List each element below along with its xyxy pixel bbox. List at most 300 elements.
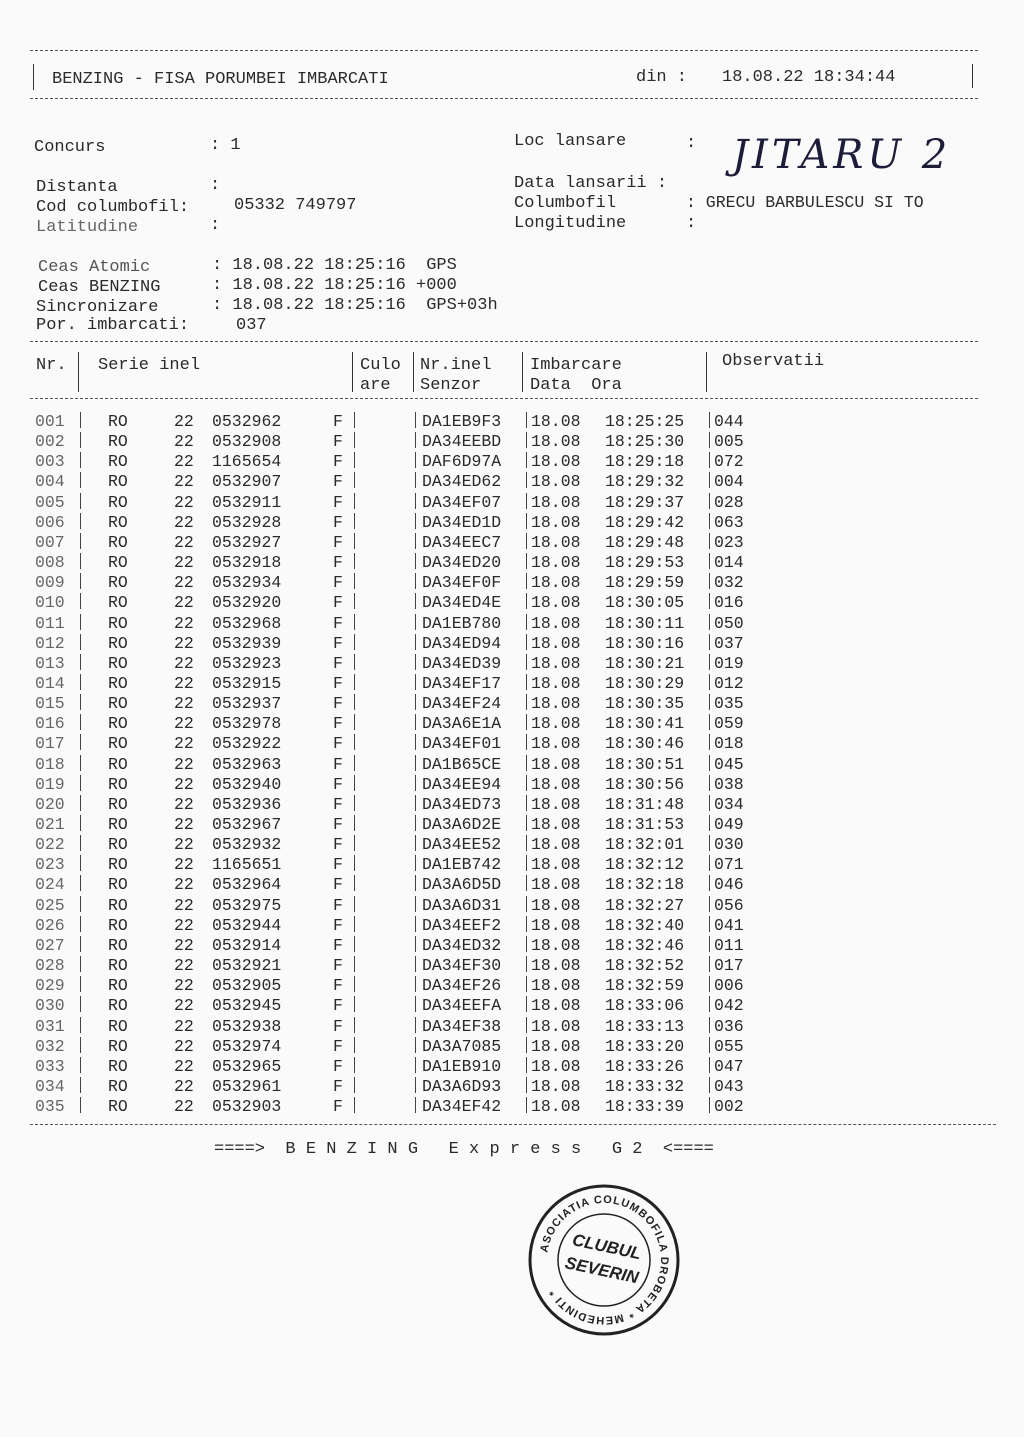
table-header-bottom-rule bbox=[30, 398, 978, 399]
cell-ring: 0532932 bbox=[212, 835, 282, 855]
cell-cc: RO bbox=[108, 633, 128, 653]
row-divider bbox=[526, 1097, 527, 1113]
cell-ring: 1165651 bbox=[212, 855, 282, 875]
cell-nr: 029 bbox=[35, 976, 65, 996]
cell-dt: 18.08 bbox=[531, 633, 581, 653]
cell-sen: DA34EF38 bbox=[422, 1016, 502, 1036]
row-divider bbox=[354, 1077, 355, 1093]
row-divider bbox=[709, 573, 710, 589]
row-divider bbox=[709, 614, 710, 630]
cell-yr: 22 bbox=[174, 956, 194, 976]
cell-dt: 18.08 bbox=[531, 1056, 581, 1076]
col-header-senzor: Senzor bbox=[420, 376, 482, 395]
cell-tm: 18:32:27 bbox=[605, 895, 685, 915]
cell-ob: 036 bbox=[714, 1016, 744, 1036]
row-divider bbox=[80, 553, 81, 569]
cell-nr: 031 bbox=[35, 1016, 65, 1036]
row-divider bbox=[709, 432, 710, 448]
cell-ob: 028 bbox=[714, 492, 744, 512]
col-header-culo: Culo bbox=[360, 356, 401, 375]
cell-dt: 18.08 bbox=[531, 895, 581, 915]
cell-yr: 22 bbox=[174, 875, 194, 895]
cell-dt: 18.08 bbox=[531, 532, 581, 552]
row-divider bbox=[526, 875, 527, 891]
cell-sx: F bbox=[333, 613, 343, 633]
print-datetime: 18.08.22 18:34:44 bbox=[722, 68, 896, 87]
cell-ob: 016 bbox=[714, 593, 744, 613]
footer-benzing-express: ====> B E N Z I N G E x p r e s s G 2 <==== bbox=[214, 1140, 714, 1159]
table-row bbox=[0, 513, 1024, 533]
row-divider bbox=[709, 976, 710, 992]
cell-nr: 014 bbox=[35, 673, 65, 693]
cell-nr: 035 bbox=[35, 1097, 65, 1117]
col-header-nr: Nr. bbox=[36, 356, 67, 375]
cell-ob: 045 bbox=[714, 754, 744, 774]
cell-dt: 18.08 bbox=[531, 512, 581, 532]
cell-dt: 18.08 bbox=[531, 875, 581, 895]
row-divider bbox=[709, 472, 710, 488]
cell-sen: DA34EF26 bbox=[422, 976, 502, 996]
cell-tm: 18:30:16 bbox=[605, 633, 685, 653]
cell-sen: DA34EF01 bbox=[422, 734, 502, 754]
row-divider bbox=[80, 452, 81, 468]
cell-ring: 0532940 bbox=[212, 774, 282, 794]
row-divider bbox=[80, 1077, 81, 1093]
cell-ring: 0532911 bbox=[212, 492, 282, 512]
row-divider bbox=[80, 896, 81, 912]
cell-sen: DA34EF0F bbox=[422, 573, 502, 593]
cell-sen: DA34EF42 bbox=[422, 1097, 502, 1117]
row-divider bbox=[354, 936, 355, 952]
ceas-atomic-label: Ceas Atomic bbox=[38, 258, 151, 277]
table-row bbox=[0, 996, 1024, 1016]
cell-sen: DA1EB742 bbox=[422, 855, 502, 875]
cell-yr: 22 bbox=[174, 774, 194, 794]
row-divider bbox=[354, 714, 355, 730]
cell-dt: 18.08 bbox=[531, 935, 581, 955]
cell-cc: RO bbox=[108, 573, 128, 593]
row-divider bbox=[80, 674, 81, 690]
cell-ring: 1165654 bbox=[212, 452, 282, 472]
cell-sx: F bbox=[333, 915, 343, 935]
cell-nr: 030 bbox=[35, 996, 65, 1016]
cell-sx: F bbox=[333, 855, 343, 875]
cell-dt: 18.08 bbox=[531, 1097, 581, 1117]
cell-sx: F bbox=[333, 1056, 343, 1076]
table-row bbox=[0, 916, 1024, 936]
cell-yr: 22 bbox=[174, 754, 194, 774]
row-divider bbox=[415, 1057, 416, 1073]
table-row bbox=[0, 875, 1024, 895]
cell-tm: 18:30:41 bbox=[605, 714, 685, 734]
cell-dt: 18.08 bbox=[531, 734, 581, 754]
row-divider bbox=[354, 795, 355, 811]
row-divider bbox=[415, 835, 416, 851]
row-divider bbox=[354, 1057, 355, 1073]
row-divider bbox=[415, 1077, 416, 1093]
cell-tm: 18:25:30 bbox=[605, 432, 685, 452]
row-divider bbox=[80, 916, 81, 932]
cell-ob: 030 bbox=[714, 835, 744, 855]
cell-dt: 18.08 bbox=[531, 714, 581, 734]
cell-dt: 18.08 bbox=[531, 996, 581, 1016]
row-divider bbox=[709, 815, 710, 831]
row-divider bbox=[709, 956, 710, 972]
row-divider bbox=[526, 1017, 527, 1033]
columbofil-value: : GRECU BARBULESCU SI TO bbox=[686, 193, 924, 212]
cell-ob: 049 bbox=[714, 815, 744, 834]
row-divider bbox=[526, 1077, 527, 1093]
row-divider bbox=[415, 896, 416, 912]
table-row bbox=[0, 452, 1024, 472]
row-divider bbox=[526, 533, 527, 549]
cell-cc: RO bbox=[108, 512, 128, 532]
header-right-bar bbox=[972, 64, 973, 88]
row-divider bbox=[709, 855, 710, 871]
row-divider bbox=[709, 795, 710, 811]
cell-cc: RO bbox=[108, 1056, 128, 1076]
cell-tm: 18:32:12 bbox=[605, 855, 685, 875]
latitudine-value: : bbox=[210, 216, 221, 235]
row-divider bbox=[80, 614, 81, 630]
row-divider bbox=[80, 1017, 81, 1033]
col-divider-1 bbox=[78, 352, 79, 392]
row-divider bbox=[526, 654, 527, 670]
cell-nr: 027 bbox=[35, 935, 65, 955]
row-divider bbox=[415, 1097, 416, 1113]
row-divider bbox=[526, 593, 527, 609]
cell-cc: RO bbox=[108, 774, 128, 794]
cell-cc: RO bbox=[108, 1076, 128, 1096]
cell-yr: 22 bbox=[174, 734, 194, 754]
cell-ring: 0532961 bbox=[212, 1076, 282, 1096]
cell-nr: 033 bbox=[35, 1056, 65, 1076]
row-divider bbox=[354, 1037, 355, 1053]
cell-sen: DA34EEC7 bbox=[422, 532, 502, 552]
cell-sen: DA34EF30 bbox=[422, 956, 502, 976]
row-divider bbox=[354, 593, 355, 609]
row-divider bbox=[415, 755, 416, 771]
cell-cc: RO bbox=[108, 412, 128, 431]
cell-ob: 041 bbox=[714, 915, 744, 935]
col-divider-2 bbox=[352, 352, 353, 392]
row-divider bbox=[354, 573, 355, 589]
row-divider bbox=[415, 593, 416, 609]
row-divider bbox=[80, 976, 81, 992]
cell-ring: 0532928 bbox=[212, 512, 282, 532]
row-divider bbox=[415, 855, 416, 871]
row-divider bbox=[526, 1037, 527, 1053]
row-divider bbox=[354, 956, 355, 972]
cell-ob: 019 bbox=[714, 653, 744, 673]
cell-ring: 0532968 bbox=[212, 613, 282, 633]
row-divider bbox=[80, 412, 81, 428]
cell-dt: 18.08 bbox=[531, 694, 581, 714]
cell-yr: 22 bbox=[174, 432, 194, 452]
cell-dt: 18.08 bbox=[531, 673, 581, 693]
cell-sx: F bbox=[333, 573, 343, 593]
row-divider bbox=[354, 755, 355, 771]
row-divider bbox=[354, 1097, 355, 1113]
cell-tm: 18:30:21 bbox=[605, 653, 685, 673]
cell-dt: 18.08 bbox=[531, 432, 581, 452]
row-divider bbox=[709, 734, 710, 750]
row-divider bbox=[80, 1037, 81, 1053]
cell-sx: F bbox=[333, 512, 343, 532]
cell-ob: 038 bbox=[714, 774, 744, 794]
row-divider bbox=[354, 775, 355, 791]
cell-tm: 18:32:52 bbox=[605, 956, 685, 976]
table-row bbox=[0, 855, 1024, 875]
cell-cc: RO bbox=[108, 492, 128, 512]
cell-cc: RO bbox=[108, 996, 128, 1016]
cod-columbofil-label: Cod columbofil: bbox=[36, 198, 190, 217]
cell-sx: F bbox=[333, 472, 343, 492]
cell-sen: DA1EB780 bbox=[422, 613, 502, 633]
cell-yr: 22 bbox=[174, 492, 194, 512]
cell-sen: DA34EEF2 bbox=[422, 915, 502, 935]
cell-ring: 0532937 bbox=[212, 694, 282, 714]
cell-dt: 18.08 bbox=[531, 573, 581, 593]
cell-ring: 0532918 bbox=[212, 553, 282, 573]
row-divider bbox=[80, 432, 81, 448]
row-divider bbox=[415, 513, 416, 529]
cell-ob: 044 bbox=[714, 412, 744, 431]
row-divider bbox=[709, 694, 710, 710]
cell-sen: DA3A6D31 bbox=[422, 895, 502, 915]
row-divider bbox=[354, 916, 355, 932]
row-divider bbox=[80, 634, 81, 650]
cell-ob: 050 bbox=[714, 613, 744, 633]
row-divider bbox=[526, 472, 527, 488]
table-row bbox=[0, 573, 1024, 593]
table-row bbox=[0, 533, 1024, 553]
cell-nr: 006 bbox=[35, 512, 65, 532]
cell-cc: RO bbox=[108, 815, 128, 834]
cell-cc: RO bbox=[108, 794, 128, 814]
cell-ring: 0532922 bbox=[212, 734, 282, 754]
row-divider bbox=[709, 654, 710, 670]
sincronizare-label: Sincronizare bbox=[36, 298, 159, 317]
row-divider bbox=[354, 654, 355, 670]
row-divider bbox=[415, 452, 416, 468]
table-row bbox=[0, 432, 1024, 452]
cell-sx: F bbox=[333, 432, 343, 452]
cell-nr: 034 bbox=[35, 1076, 65, 1096]
row-divider bbox=[354, 452, 355, 468]
cell-sx: F bbox=[333, 794, 343, 814]
cell-tm: 18:32:46 bbox=[605, 935, 685, 955]
cell-nr: 011 bbox=[35, 613, 65, 633]
cell-yr: 22 bbox=[174, 412, 194, 431]
row-divider bbox=[415, 875, 416, 891]
din-label: din : bbox=[636, 68, 688, 87]
table-row bbox=[0, 694, 1024, 714]
row-divider bbox=[709, 634, 710, 650]
cell-ob: 055 bbox=[714, 1036, 744, 1056]
loc-lansare-colon: : bbox=[686, 134, 697, 153]
row-divider bbox=[526, 432, 527, 448]
cell-yr: 22 bbox=[174, 915, 194, 935]
table-row bbox=[0, 1077, 1024, 1097]
row-divider bbox=[80, 593, 81, 609]
row-divider bbox=[526, 714, 527, 730]
row-divider bbox=[526, 573, 527, 589]
row-divider bbox=[354, 996, 355, 1012]
table-row bbox=[0, 775, 1024, 795]
cell-tm: 18:33:26 bbox=[605, 1056, 685, 1076]
table-row bbox=[0, 936, 1024, 956]
row-divider bbox=[415, 976, 416, 992]
row-divider bbox=[415, 734, 416, 750]
cell-nr: 009 bbox=[35, 573, 65, 593]
row-divider bbox=[80, 835, 81, 851]
row-divider bbox=[80, 493, 81, 509]
cell-ring: 0532934 bbox=[212, 573, 282, 593]
row-divider bbox=[526, 614, 527, 630]
latitudine-label: Latitudine bbox=[36, 218, 139, 237]
cell-cc: RO bbox=[108, 875, 128, 895]
row-divider bbox=[415, 956, 416, 972]
row-divider bbox=[354, 412, 355, 428]
cell-nr: 016 bbox=[35, 714, 65, 734]
cell-nr: 017 bbox=[35, 734, 65, 754]
row-divider bbox=[415, 472, 416, 488]
cell-sx: F bbox=[333, 694, 343, 714]
table-row bbox=[0, 654, 1024, 674]
cell-nr: 013 bbox=[35, 653, 65, 673]
cell-ring: 0532974 bbox=[212, 1036, 282, 1056]
col-divider-3 bbox=[413, 352, 414, 392]
row-divider bbox=[415, 916, 416, 932]
cell-tm: 18:31:53 bbox=[605, 815, 685, 834]
row-divider bbox=[709, 755, 710, 771]
table-row bbox=[0, 412, 1024, 432]
cell-yr: 22 bbox=[174, 472, 194, 492]
row-divider bbox=[709, 775, 710, 791]
columbofil-label: Columbofil bbox=[514, 194, 617, 213]
row-divider bbox=[354, 432, 355, 448]
table-row bbox=[0, 976, 1024, 996]
cell-ob: 018 bbox=[714, 734, 744, 754]
por-imbarcati-label: Por. imbarcati: bbox=[36, 316, 190, 335]
table-row bbox=[0, 755, 1024, 775]
cell-dt: 18.08 bbox=[531, 794, 581, 814]
cell-tm: 18:29:59 bbox=[605, 573, 685, 593]
cell-cc: RO bbox=[108, 714, 128, 734]
cell-ring: 0532907 bbox=[212, 472, 282, 492]
row-divider bbox=[526, 513, 527, 529]
cell-tm: 18:29:32 bbox=[605, 472, 685, 492]
cell-ob: 032 bbox=[714, 573, 744, 593]
cell-cc: RO bbox=[108, 472, 128, 492]
cell-tm: 18:29:37 bbox=[605, 492, 685, 512]
cell-yr: 22 bbox=[174, 996, 194, 1016]
cell-tm: 18:33:20 bbox=[605, 1036, 685, 1056]
row-divider bbox=[354, 694, 355, 710]
cell-tm: 18:33:39 bbox=[605, 1097, 685, 1117]
cell-ring: 0532914 bbox=[212, 935, 282, 955]
row-divider bbox=[354, 674, 355, 690]
cell-yr: 22 bbox=[174, 593, 194, 613]
col-header-imbarcare: Imbarcare bbox=[530, 356, 622, 375]
cell-sx: F bbox=[333, 412, 343, 431]
table-row bbox=[0, 896, 1024, 916]
cell-ring: 0532927 bbox=[212, 532, 282, 552]
row-divider bbox=[80, 654, 81, 670]
cell-dt: 18.08 bbox=[531, 915, 581, 935]
row-divider bbox=[526, 976, 527, 992]
row-divider bbox=[80, 875, 81, 891]
cell-sx: F bbox=[333, 553, 343, 573]
cell-ob: 014 bbox=[714, 553, 744, 573]
cell-nr: 008 bbox=[35, 553, 65, 573]
table-row bbox=[0, 634, 1024, 654]
cell-nr: 022 bbox=[35, 835, 65, 855]
cell-nr: 015 bbox=[35, 694, 65, 714]
cell-tm: 18:32:40 bbox=[605, 915, 685, 935]
cell-yr: 22 bbox=[174, 532, 194, 552]
cell-sen: DA34EEFA bbox=[422, 996, 502, 1016]
cell-dt: 18.08 bbox=[531, 1016, 581, 1036]
cell-sen: DAF6D97A bbox=[422, 452, 502, 472]
cell-ob: 035 bbox=[714, 694, 744, 714]
header-left-bar bbox=[33, 64, 34, 90]
cell-sen: DA3A6D2E bbox=[422, 815, 502, 834]
cell-yr: 22 bbox=[174, 694, 194, 714]
loc-lansare-handwritten: JITARU 2 bbox=[732, 132, 952, 178]
table-row bbox=[0, 1057, 1024, 1077]
cell-tm: 18:29:18 bbox=[605, 452, 685, 472]
svg-text:ASOCIATIA COLUMBOFILA DROBETA: ASOCIATIA COLUMBOFILA DROBETA * MEHEDINTI * bbox=[538, 1193, 671, 1327]
row-divider bbox=[80, 755, 81, 771]
cell-nr: 020 bbox=[35, 794, 65, 814]
cell-yr: 22 bbox=[174, 895, 194, 915]
cell-tm: 18:32:01 bbox=[605, 835, 685, 855]
cod-columbofil-value: 05332 749797 bbox=[234, 196, 357, 215]
row-divider bbox=[709, 1077, 710, 1093]
cell-cc: RO bbox=[108, 855, 128, 875]
table-row bbox=[0, 1037, 1024, 1057]
row-divider bbox=[526, 855, 527, 871]
cell-sen: DA34ED62 bbox=[422, 472, 502, 492]
row-divider bbox=[526, 674, 527, 690]
col-header-data-ora: Data Ora bbox=[530, 376, 622, 395]
header-top-rule bbox=[30, 50, 978, 51]
cell-tm: 18:30:05 bbox=[605, 593, 685, 613]
cell-ring: 0532964 bbox=[212, 875, 282, 895]
row-divider bbox=[709, 412, 710, 428]
cell-yr: 22 bbox=[174, 553, 194, 573]
table-row bbox=[0, 593, 1024, 613]
row-divider bbox=[415, 674, 416, 690]
table-row bbox=[0, 553, 1024, 573]
cell-dt: 18.08 bbox=[531, 1076, 581, 1096]
cell-sx: F bbox=[333, 976, 343, 996]
cell-dt: 18.08 bbox=[531, 653, 581, 673]
cell-ring: 0532908 bbox=[212, 432, 282, 452]
row-divider bbox=[526, 755, 527, 771]
table-row bbox=[0, 734, 1024, 754]
cell-ring: 0532967 bbox=[212, 815, 282, 834]
cell-yr: 22 bbox=[174, 935, 194, 955]
row-divider bbox=[709, 593, 710, 609]
cell-tm: 18:33:32 bbox=[605, 1076, 685, 1096]
row-divider bbox=[415, 533, 416, 549]
cell-nr: 005 bbox=[35, 492, 65, 512]
cell-cc: RO bbox=[108, 553, 128, 573]
cell-tm: 18:30:35 bbox=[605, 694, 685, 714]
